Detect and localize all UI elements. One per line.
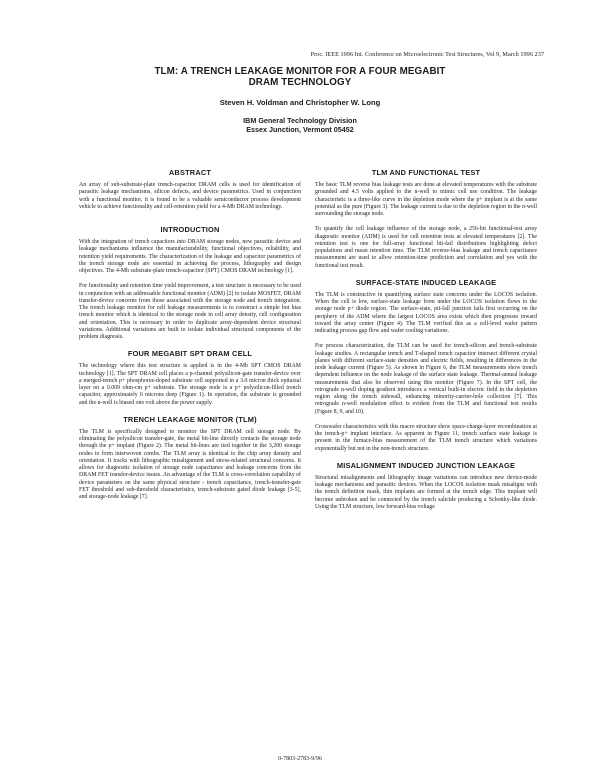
abstract-heading: ABSTRACT	[168, 168, 212, 177]
left-column	[79, 168, 301, 509]
surface-state-paragraph-2: For process characterization, the TLM can be used for trench-silicon and trench-substrate leakage studies. A rectangular trench and T-shaped trench capacitor intersect different crystal planes with different surface-state densities and electric fields, resulting in differences in the node leakage current (Figure 5). As shown in Figure 6, the TLM measurements show trench dependent influence on the node leakage of the surface state leakage. Thermal-anneal leakage measurements that also be observed using this monitor (Figure 7). In the SPT cell, the retrograde n-well doping gradient introduces a vertical built-in electric field in the depletion region along the trench sidewall, enhancing minority-carrier-hole collection [7]. This retrograde n-well modulation effect is evident from the TLM and functional test results (Figure 8, 9, and 10).	[315, 343, 537, 415]
surface-state-heading: SURFACE-STATE INDUCED LEAKAGE	[355, 277, 497, 287]
tlm-section	[79, 415, 301, 502]
paper-title-line1: TLM: A TRENCH LEAKAGE MONITOR FOR A FOUR MEGABIT	[154, 66, 446, 77]
introduction-paragraph-1: With the integration of trench capacitors into DRAM storage nodes, new parasitic device and leakage mechanisms influence the manufacturability, functional objectives, reliability, and retention yield requirements. The characterization of the leakage and capacitor parametrics of the trench storage node are essential in achieving the process, lithography and design objectives. The 4-Mb substrate-plate trench-capacitor (SPT) CMOS DRAM technology [1].	[79, 239, 301, 274]
paper-authors: Steven H. Voldman and Christopher W. Long	[219, 98, 381, 107]
tlm-functional-heading: TLM AND FUNCTIONAL TEST	[371, 168, 481, 177]
paper-title-line2: DRAM TECHNOLOGY	[248, 77, 352, 88]
surface-state-section	[315, 278, 537, 453]
running-header: Proc. IEEE 1996 Int. Conference on Microelectronic Test Structures, Vol 9, March 1996 237	[310, 51, 544, 58]
title-block	[0, 66, 600, 134]
four-megabit-paragraph: The technology where this test structure is applied is in the 4-Mb SPT CMOS DRAM technology [1]. The SPT DRAM cell places a p-channel polysilicon-gate transfer-device over a merged-trench p+ phosphorus-doped substrate cell supported in a 3.0 micron thick epitaxial layer on a 0.009 ohm-cm p+ substrate. The storage node is a p+ polysilicon-filled trench capacitor, approximately 6 microns deep (Figure 1). In operation, the substrate is grounded and the n-well is biased one volt above the power supply.	[79, 363, 301, 406]
introduction-heading: INTRODUCTION	[160, 225, 220, 234]
introduction-paragraph-2: For functionality and retention time yield improvement, a test structure is necessary to be used in conjunction with an addressable functional monitor (ADM) [2] to isolate MOSFET, DRAM transfer-device concerns from those associated with the storage node and trench integration. The trench leakage monitor for cell leakage measurements is to construct a simple but bias trench monitor which is identical to the storage node in cell array density, cell configuration and orientation. This is necessary in order to duplicate array-dependent device structural variations. Additional variations are built to isolate individual structural components of the problem diagnosis.	[79, 283, 301, 340]
tlm-functional-paragraph-1: The basic TLM reverse bias leakage tests are done at elevated temperatures with the substrate grounded and 4.5 volts applied to the n-well to mimic cell use condition. The leakage characteristic is a three-like curve in the depletion mode where the p+ implant is at the same potential as the pure (Figure 3). The leakage current is due to the depletion region in the n-well surrounding the storage node.	[315, 182, 537, 217]
introduction-section	[79, 225, 301, 341]
affiliation-line1: IBM General Technology Division	[243, 116, 357, 125]
footer-code: 0-7803-2783-9/96	[278, 756, 322, 762]
misalignment-paragraph: Structural misalignments and lithography image variations can introduce new device-mode leakage mechanisms and parasitic devices. When the LOCOS isolation mask misaligns with the trench definition mask, thin implants are formed at the trench edge. This implant will become unbroken and be connected by the trench salicide producing a Schottky-like diode. Using the TLM structure, low forward-bias voltage	[315, 474, 537, 510]
four-megabit-heading: FOUR MEGABIT SPT DRAM CELL	[127, 349, 253, 359]
right-column	[315, 168, 537, 519]
abstract-paragraph: An array of sub-substrate-plate trench-capacitor DRAM cells is used for identification of parasitic leakage mechanisms, silicon defects, and device parametrics. Used in conjunction with a functional monitor, it is found to be a valuable semiconductor process development vehicle to achieve functionality and cell-retention yield for a 4-Mb DRAM technology.	[79, 182, 301, 210]
surface-state-paragraph-1: The TLM is constructive in quantifying surface state concerns under the LOCOS isolation. When the cell is low, surface-state leakage from under the LOCOS isolation flows to the storage node p+ diode region. The surface-state, pit-fall junction fails first occurring on the periphery of the ADM where the largest LOCOS area exists which then progresses inward toward the array center (Figure 4). The TLM verified this as a cell-level wafer pattern indicating process gap flow and wafer cooling variations.	[315, 291, 537, 334]
abstract-section	[79, 168, 301, 211]
tlm-functional-paragraph-2: To quantify the cell leakage influence of the storage node, a 256-bit functional-test array diagnostic monitor (ADM) is used for cell retention tests at elevated temperatures [2]. The retention test is one for full-array functional bit-fail distributions highlighting defect populations and mean retention time. The TLM reverse-bias leakage and trench capacitance measurement are used to allow retention-time prediction and correlation and yes with the functional test result.	[315, 226, 537, 269]
surface-state-paragraph-3: Crosswafer characteristics with this macro structure show space-charge-layer recombination at the trench-p+ implant interface. As apparent in Figure 11, trench surface state leakage is present in the furnace-bias measurement of the TLM trench structure which variations exponentially but not in the non-trench structure.	[315, 423, 537, 452]
tlm-heading: TRENCH LEAKAGE MONITOR (TLM)	[123, 414, 257, 424]
affiliation-line2: Essex Junction, Vermont 05452	[246, 125, 354, 134]
misalignment-heading: MISALIGNMENT INDUCED JUNCTION LEAKAGE	[336, 460, 516, 470]
tlm-paragraph: The TLM is specifically designed to monitor the SPT DRAM cell storage node. By eliminating the polysilicon transfer-gate, the metal bit-line directly contacts the storage node through the p+ implant (Figure 2). The metal bit-lines are tied together in the 3,200 storage nodes to form interwoven combs. The TLM array is identical to the chip array density and orientation. It tracks with lithographic misalignment and stress-related structural concerns. It allows for diagnostic isolation of storage node capacitance and leakage concerns from the DRAM FET transfer-device issues. An advantage of the TLM is cross-correlation capability of device parameters on the same physical structure - trench capacitance, trench-transfer-gate FET threshold and sub-threshold characteristics, trench-substrate gated diode leakage [3-5], and storage-node leakage [7].	[79, 428, 301, 500]
misalignment-section	[315, 461, 537, 511]
four-megabit-section	[79, 349, 301, 407]
tlm-functional-section	[315, 168, 537, 270]
